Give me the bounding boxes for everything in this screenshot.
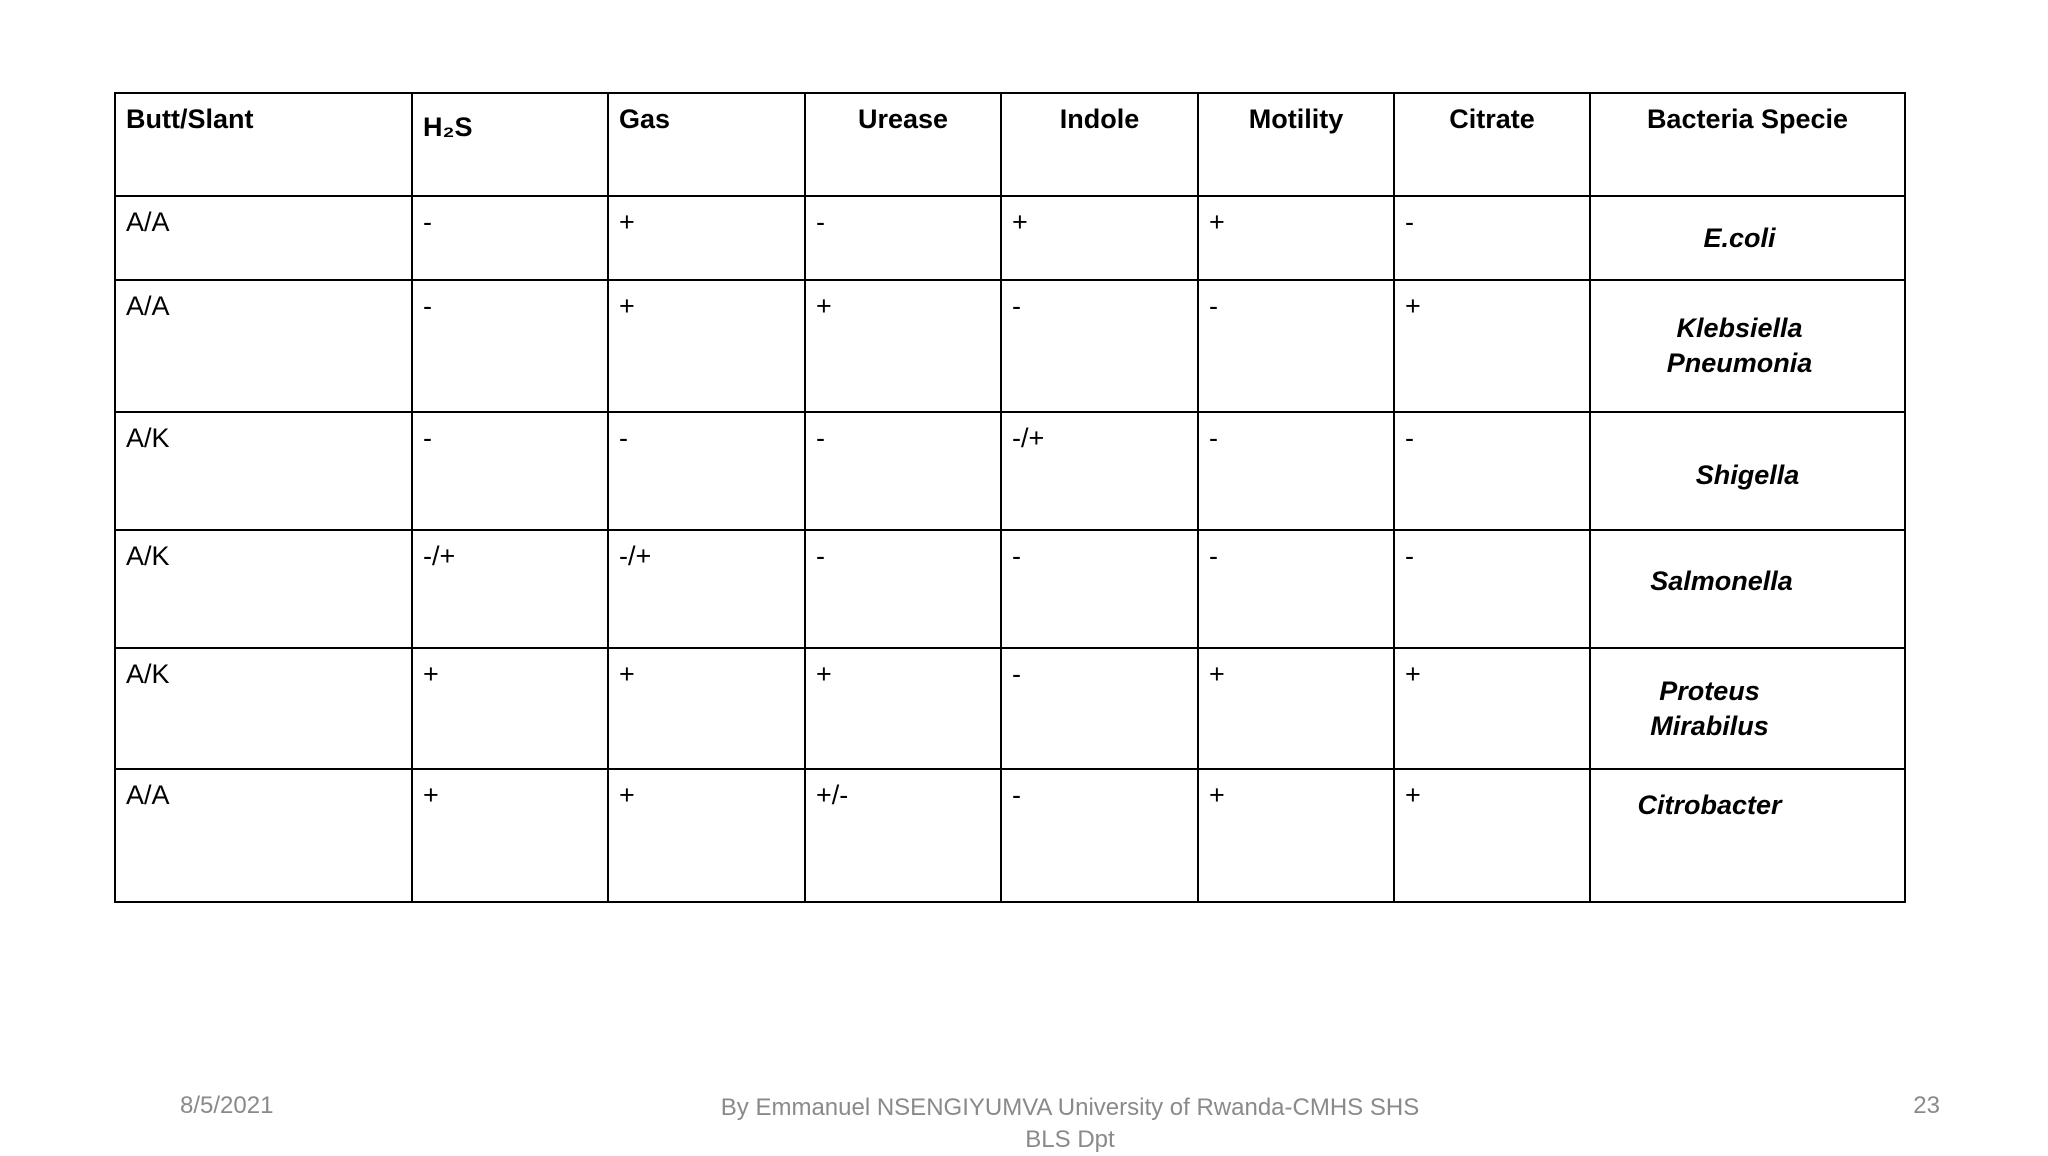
- cell-indole: -: [1001, 530, 1198, 648]
- cell-bacteria-specie: [1590, 412, 1905, 530]
- cell-h2s: -: [412, 196, 608, 280]
- species-name: Citrobacter: [1637, 790, 1782, 820]
- cell-bacteria-specie: [1590, 530, 1905, 648]
- table-row: [115, 196, 1905, 280]
- species-name: Klebsiella Pneumonia: [1666, 313, 1813, 378]
- table-row: [115, 648, 1905, 769]
- cell-urease: +: [805, 648, 1001, 769]
- cell-gas: -: [608, 412, 805, 530]
- cell-motility: -: [1198, 530, 1394, 648]
- footer-page-number: 23: [1913, 1092, 1940, 1119]
- footer-author-line-1: By Emmanuel NSENGIYUMVA University of Rwanda-CMHS SHS: [720, 1094, 1420, 1121]
- cell-citrate: +: [1394, 648, 1590, 769]
- cell-citrate: +: [1394, 280, 1590, 412]
- cell-urease: -: [805, 530, 1001, 648]
- cell-h2s: -: [412, 412, 608, 530]
- cell-citrate: -: [1394, 530, 1590, 648]
- header-gas: Gas: [608, 93, 805, 196]
- cell-urease: +: [805, 280, 1001, 412]
- footer-author-line-2: BLS Dpt: [1025, 1126, 1115, 1153]
- cell-motility: -: [1198, 280, 1394, 412]
- cell-motility: +: [1198, 196, 1394, 280]
- species-name: E.coli: [1703, 222, 1776, 253]
- cell-bacteria-specie: [1590, 648, 1905, 769]
- table-header-row: [115, 93, 1905, 196]
- footer-author: [700, 1092, 1440, 1156]
- cell-urease: -: [805, 412, 1001, 530]
- cell-h2s: -: [412, 280, 608, 412]
- cell-indole: +: [1001, 196, 1198, 280]
- cell-indole: -: [1001, 769, 1198, 902]
- table-row: [115, 280, 1905, 412]
- footer-date: 8/5/2021: [180, 1092, 274, 1119]
- cell-gas: +: [608, 280, 805, 412]
- cell-h2s: +: [412, 769, 608, 902]
- cell-butt-slant: A/K: [115, 412, 412, 530]
- cell-h2s: +: [412, 648, 608, 769]
- cell-gas: -/+: [608, 530, 805, 648]
- cell-citrate: -: [1394, 196, 1590, 280]
- header-indole: Indole: [1001, 93, 1198, 196]
- cell-butt-slant: A/K: [115, 530, 412, 648]
- cell-bacteria-specie: [1590, 196, 1905, 280]
- cell-butt-slant: A/A: [115, 769, 412, 902]
- species-name: Shigella: [1695, 459, 1800, 490]
- cell-gas: +: [608, 648, 805, 769]
- cell-motility: +: [1198, 648, 1394, 769]
- header-citrate: Citrate: [1394, 93, 1590, 196]
- species-name: Salmonella: [1650, 565, 1793, 596]
- cell-motility: +: [1198, 769, 1394, 902]
- header-urease: Urease: [805, 93, 1001, 196]
- cell-indole: -/+: [1001, 412, 1198, 530]
- cell-h2s: -/+: [412, 530, 608, 648]
- cell-motility: -: [1198, 412, 1394, 530]
- table-row: [115, 769, 1905, 902]
- header-butt-slant: Butt/Slant: [115, 93, 412, 196]
- species-name: Proteus Mirabilus: [1650, 675, 1769, 741]
- cell-urease: +/-: [805, 769, 1001, 902]
- cell-gas: +: [608, 196, 805, 280]
- table-row: [115, 530, 1905, 648]
- header-motility: Motility: [1198, 93, 1394, 196]
- cell-gas: +: [608, 769, 805, 902]
- cell-indole: -: [1001, 280, 1198, 412]
- cell-citrate: -: [1394, 412, 1590, 530]
- header-h2s: H₂S: [412, 93, 608, 196]
- table-row: [115, 412, 1905, 530]
- cell-bacteria-specie: [1590, 280, 1905, 412]
- cell-butt-slant: A/A: [115, 280, 412, 412]
- cell-butt-slant: A/A: [115, 196, 412, 280]
- cell-butt-slant: A/K: [115, 648, 412, 769]
- biochemical-test-table: [114, 92, 1906, 903]
- cell-citrate: +: [1394, 769, 1590, 902]
- cell-urease: -: [805, 196, 1001, 280]
- header-bacteria-specie: Bacteria Specie: [1590, 93, 1905, 196]
- cell-indole: -: [1001, 648, 1198, 769]
- cell-bacteria-specie: [1590, 769, 1905, 902]
